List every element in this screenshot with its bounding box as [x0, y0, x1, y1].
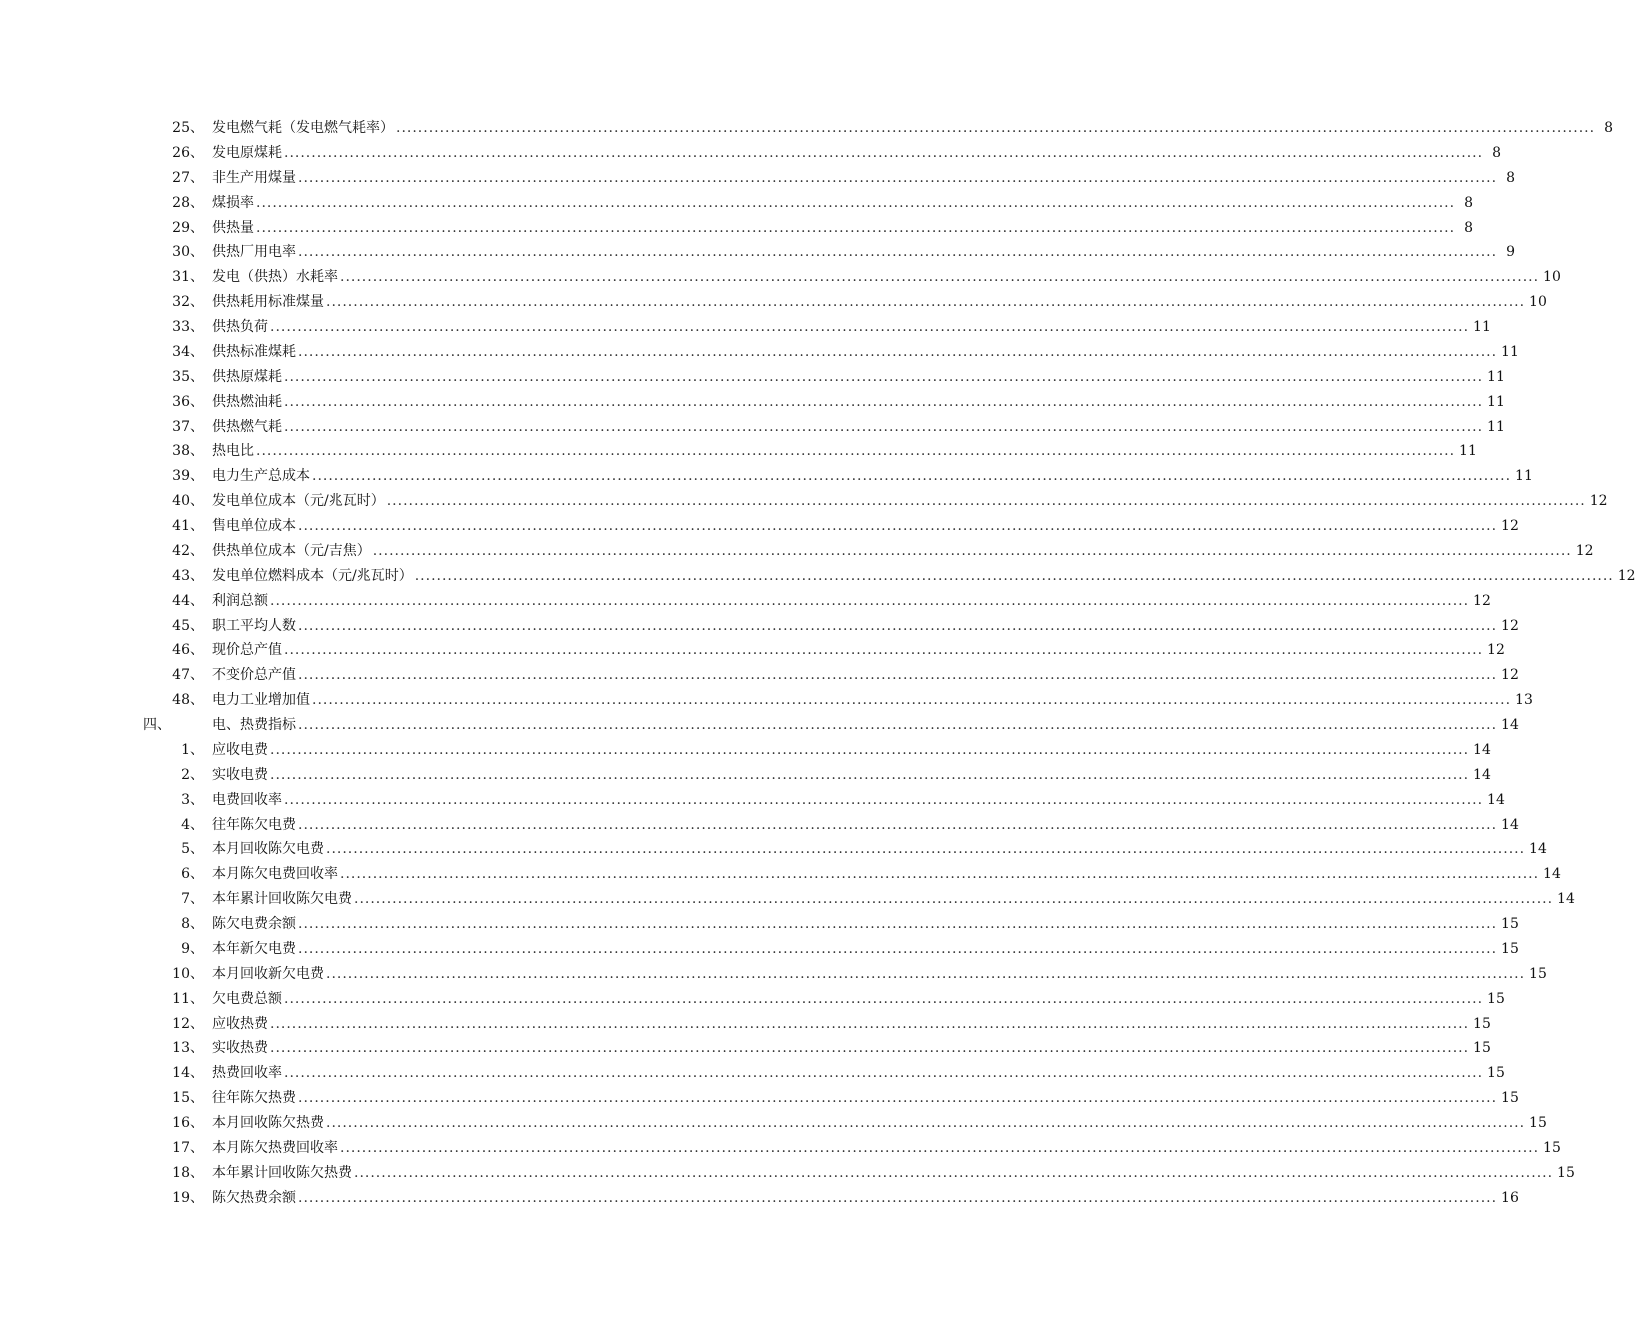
toc-entry-title: 发电原煤耗 — [212, 144, 282, 161]
toc-entry-page-number: 15 — [1501, 1090, 1519, 1107]
toc-dot-leader: ............................................................................................................................................................................................................................ — [256, 443, 1456, 460]
toc-entry-body — [212, 663, 1519, 688]
toc-dot-leader: ............................................................................................................................................................................................................................ — [354, 1164, 1554, 1181]
toc-entry-number: 47、 — [172, 667, 204, 684]
toc-entry-body — [212, 688, 1533, 713]
toc-entry-body — [212, 862, 1561, 887]
toc-entry-number: 46、 — [172, 642, 204, 659]
toc-entry-page-number: 12 — [1501, 518, 1519, 534]
toc-entry-title: 发电单位成本（元/兆瓦时） — [212, 493, 385, 510]
toc-entry[interactable] — [0, 1136, 1561, 1161]
toc-entry[interactable] — [0, 240, 1516, 265]
toc-dot-leader: ............................................................................................................................................................................................................................ — [340, 866, 1540, 883]
toc-entry-title: 本月回收陈欠电费 — [212, 841, 324, 858]
toc-dot-leader: ............................................................................................................................................................................................................................ — [298, 244, 1498, 261]
toc-entry-number: 9、 — [181, 940, 204, 957]
toc-entry-body — [212, 265, 1561, 290]
toc-entry-body — [212, 837, 1547, 862]
toc-entry[interactable] — [0, 837, 1547, 862]
toc-entry-page-number: 12 — [1589, 493, 1608, 510]
toc-entry-body — [212, 1161, 1575, 1186]
toc-entry-number: 30、 — [172, 244, 204, 261]
toc-entry[interactable] — [0, 216, 1474, 241]
toc-entry[interactable] — [0, 191, 1474, 216]
toc-entry-page-number: 15 — [1473, 1040, 1491, 1057]
toc-dot-leader: ............................................................................................................................................................................................................................ — [270, 1015, 1470, 1032]
toc-entry[interactable] — [0, 464, 1533, 489]
toc-entry-page-number: 11 — [1487, 368, 1505, 385]
toc-dot-leader: ............................................................................................................................................................................................................................ — [386, 493, 1586, 510]
toc-entry-body — [212, 539, 1594, 564]
toc-entry[interactable] — [0, 1186, 1519, 1211]
toc-entry-title: 本月陈欠电费回收率 — [212, 866, 338, 883]
toc-dot-leader: ............................................................................................................................................................................................................................ — [326, 965, 1526, 982]
toc-entry-number: 12、 — [172, 1015, 204, 1032]
toc-entry-page-number: 16 — [1501, 1189, 1519, 1206]
toc-entry-body — [212, 315, 1491, 340]
toc-entry-body — [212, 962, 1547, 987]
toc-entry[interactable] — [0, 1086, 1519, 1111]
toc-dot-leader: ............................................................................................................................................................................................................................ — [396, 120, 1596, 136]
toc-entry-title: 售电单位成本 — [212, 518, 296, 534]
toc-entry-page-number: 11 — [1459, 443, 1477, 460]
toc-entry-body — [212, 813, 1519, 838]
toc-entry-body — [212, 788, 1505, 813]
toc-entry-body — [212, 1111, 1547, 1136]
toc-dot-leader: ............................................................................................................................................................................................................................ — [270, 1040, 1470, 1057]
toc-entry-title: 供热负荷 — [212, 319, 268, 335]
toc-entry-number: 15、 — [172, 1090, 204, 1107]
toc-section-entry[interactable] — [0, 713, 1519, 738]
toc-entry-page-number: 11 — [1487, 393, 1505, 410]
toc-entry-number: 35、 — [172, 368, 204, 385]
toc-entry-title: 煤损率 — [212, 194, 254, 211]
toc-entry-body — [212, 464, 1533, 489]
toc-entry[interactable] — [0, 1161, 1575, 1186]
toc-entry-title: 供热燃油耗 — [212, 393, 282, 410]
toc-dot-leader: ............................................................................................................................................................................................................................ — [298, 617, 1498, 634]
toc-entry-page-number: 15 — [1487, 1065, 1505, 1082]
toc-dot-leader: ............................................................................................................................................................................................................................ — [298, 518, 1498, 534]
toc-entry-body — [212, 116, 1614, 141]
toc-entry-title: 供热标准煤耗 — [212, 343, 296, 360]
toc-entry[interactable] — [0, 265, 1561, 290]
toc-entry-page-number: 8 — [1492, 144, 1502, 161]
toc-entry-number: 17、 — [172, 1139, 204, 1156]
toc-entry-page-number: 12 — [1575, 542, 1594, 559]
toc-entry-number: 7、 — [181, 891, 204, 908]
toc-entry-page-number: 11 — [1515, 468, 1533, 485]
toc-entry-page-number: 14 — [1501, 717, 1519, 733]
toc-entry-number: 10、 — [172, 965, 204, 982]
toc-entry-body — [212, 638, 1505, 663]
toc-entry-number: 25、 — [172, 120, 204, 136]
toc-entry-number: 14、 — [172, 1065, 204, 1082]
toc-entry[interactable] — [0, 1111, 1547, 1136]
toc-dot-leader: ............................................................................................................................................................................................................................ — [326, 841, 1526, 858]
toc-entry[interactable] — [0, 290, 1547, 315]
toc-dot-leader: ............................................................................................................................................................................................................................ — [312, 468, 1512, 485]
toc-entry-title: 应收电费 — [212, 741, 268, 758]
toc-entry-page-number: 15 — [1543, 1139, 1561, 1156]
toc-entry-title: 本年新欠电费 — [212, 940, 296, 957]
toc-entry-body — [212, 514, 1519, 539]
toc-entry-title: 本月回收新欠电费 — [212, 965, 324, 982]
toc-entry-page-number: 11 — [1473, 319, 1491, 335]
toc-entry-title: 欠电费总额 — [212, 990, 282, 1007]
toc-dot-leader: ............................................................................................................................................................................................................................ — [284, 791, 1484, 808]
toc-entry-page-number: 15 — [1529, 965, 1547, 982]
toc-dot-leader: ............................................................................................................................................................................................................................ — [298, 717, 1498, 733]
toc-entry-number: 41、 — [172, 518, 204, 534]
toc-entry-body — [212, 763, 1491, 788]
toc-entry-body — [212, 614, 1519, 639]
toc-dot-leader: ............................................................................................................................................................................................................................ — [284, 144, 1484, 161]
toc-entry-number: 36、 — [172, 393, 204, 410]
toc-entry-title: 电力工业增加值 — [212, 692, 310, 709]
toc-entry[interactable] — [0, 688, 1533, 713]
toc-dot-leader: ............................................................................................................................................................................................................................ — [298, 1090, 1498, 1107]
toc-entry-number: 31、 — [172, 269, 204, 286]
toc-entry-title: 利润总额 — [212, 592, 268, 609]
toc-entry-page-number: 14 — [1529, 841, 1547, 858]
toc-entry-body — [212, 365, 1505, 390]
toc-entry[interactable] — [0, 887, 1575, 912]
toc-dot-leader: ............................................................................................................................................................................................................................ — [298, 1189, 1498, 1206]
toc-dot-leader: ............................................................................................................................................................................................................................ — [256, 219, 1456, 236]
toc-entry-page-number: 9 — [1506, 244, 1516, 261]
toc-entry-body — [212, 290, 1547, 315]
toc-entry-number: 四、 — [143, 717, 171, 733]
toc-entry-title: 供热燃气耗 — [212, 418, 282, 435]
toc-entry-number: 45、 — [172, 617, 204, 634]
toc-dot-leader: ............................................................................................................................................................................................................................ — [270, 319, 1470, 335]
toc-entry-body — [212, 240, 1516, 265]
toc-entry-page-number: 14 — [1473, 741, 1491, 758]
toc-dot-leader: ............................................................................................................................................................................................................................ — [270, 592, 1470, 609]
toc-entry-title: 发电单位燃料成本（元/兆瓦时） — [212, 567, 413, 584]
toc-entry[interactable] — [0, 1012, 1491, 1037]
toc-entry[interactable] — [0, 962, 1547, 987]
toc-entry-title: 热费回收率 — [212, 1065, 282, 1082]
toc-entry[interactable] — [0, 862, 1561, 887]
toc-entry-page-number: 12 — [1487, 642, 1505, 659]
toc-entry-body — [212, 1036, 1491, 1061]
toc-entry-body — [212, 439, 1477, 464]
toc-entry-page-number: 8 — [1604, 120, 1614, 136]
toc-entry-page-number: 15 — [1501, 940, 1519, 957]
toc-entry-number: 28、 — [172, 194, 204, 211]
toc-entry-body — [212, 1012, 1491, 1037]
toc-entry-page-number: 14 — [1557, 891, 1575, 908]
toc-entry-title: 供热原煤耗 — [212, 368, 282, 385]
toc-entry[interactable] — [0, 1061, 1505, 1086]
toc-entry[interactable] — [0, 564, 1636, 589]
toc-entry-body — [212, 564, 1636, 589]
toc-entry-title: 电、热费指标 — [212, 717, 296, 733]
toc-entry-number: 32、 — [172, 294, 204, 311]
table-of-contents — [0, 116, 1636, 1211]
toc-entry[interactable] — [0, 340, 1519, 365]
toc-entry-number: 6、 — [181, 866, 204, 883]
toc-entry[interactable] — [0, 390, 1505, 415]
toc-entry-title: 本年累计回收陈欠电费 — [212, 891, 352, 908]
toc-dot-leader: ............................................................................................................................................................................................................................ — [414, 567, 1614, 584]
toc-dot-leader: ............................................................................................................................................................................................................................ — [284, 990, 1484, 1007]
toc-entry-page-number: 15 — [1557, 1164, 1575, 1181]
toc-entry[interactable] — [0, 987, 1505, 1012]
toc-entry-body — [212, 912, 1519, 937]
toc-entry-title: 发电（供热）水耗率 — [212, 269, 338, 286]
toc-dot-leader: ............................................................................................................................................................................................................................ — [340, 1139, 1540, 1156]
toc-entry-title: 供热单位成本（元/吉焦） — [212, 542, 371, 559]
toc-entry-page-number: 10 — [1543, 269, 1561, 286]
toc-entry-number: 1、 — [181, 741, 204, 758]
toc-entry-number: 2、 — [181, 766, 204, 783]
toc-dot-leader: ............................................................................................................................................................................................................................ — [298, 916, 1498, 932]
toc-entry-number: 38、 — [172, 443, 204, 460]
toc-entry-body — [212, 1136, 1561, 1161]
toc-entry-title: 不变价总产值 — [212, 667, 296, 684]
toc-dot-leader: ............................................................................................................................................................................................................................ — [326, 294, 1526, 311]
toc-entry-number: 43、 — [172, 567, 204, 584]
toc-entry-number: 34、 — [172, 343, 204, 360]
toc-dot-leader: ............................................................................................................................................................................................................................ — [298, 343, 1498, 360]
toc-entry[interactable] — [0, 813, 1519, 838]
toc-entry[interactable] — [0, 912, 1519, 937]
toc-entry[interactable] — [0, 663, 1519, 688]
toc-entry-title: 往年陈欠电费 — [212, 816, 296, 833]
toc-dot-leader: ............................................................................................................................................................................................................................ — [340, 269, 1540, 286]
toc-entry-title: 往年陈欠热费 — [212, 1090, 296, 1107]
toc-entry-page-number: 15 — [1487, 990, 1505, 1007]
toc-entry-body — [212, 489, 1608, 514]
toc-entry-page-number: 10 — [1529, 294, 1547, 311]
toc-entry-page-number: 15 — [1473, 1015, 1491, 1032]
toc-entry-title: 陈欠热费余额 — [212, 1189, 296, 1206]
toc-entry-body — [212, 390, 1505, 415]
toc-entry[interactable] — [0, 589, 1491, 614]
toc-entry[interactable] — [0, 439, 1477, 464]
toc-dot-leader: ............................................................................................................................................................................................................................ — [298, 816, 1498, 833]
toc-dot-leader: ............................................................................................................................................................................................................................ — [298, 940, 1498, 957]
toc-entry-page-number: 14 — [1543, 866, 1561, 883]
toc-entry-page-number: 12 — [1501, 667, 1519, 684]
toc-dot-leader: ............................................................................................................................................................................................................................ — [354, 891, 1554, 908]
toc-entry-title: 发电燃气耗（发电燃气耗率） — [212, 120, 394, 136]
toc-dot-leader: ............................................................................................................................................................................................................................ — [298, 169, 1498, 186]
toc-entry[interactable] — [0, 365, 1505, 390]
toc-entry-title: 供热量 — [212, 219, 254, 236]
toc-entry-page-number: 8 — [1464, 219, 1474, 236]
toc-entry-body — [212, 340, 1519, 365]
toc-entry[interactable] — [0, 415, 1505, 440]
toc-entry-body — [212, 216, 1474, 241]
toc-entry-title: 实收电费 — [212, 766, 268, 783]
toc-entry-body — [212, 887, 1575, 912]
toc-dot-leader: ............................................................................................................................................................................................................................ — [284, 393, 1484, 410]
toc-entry-title: 供热耗用标准煤量 — [212, 294, 324, 311]
toc-dot-leader: ............................................................................................................................................................................................................................ — [284, 368, 1484, 385]
toc-entry-title: 本月陈欠热费回收率 — [212, 1139, 338, 1156]
toc-entry-body — [212, 166, 1516, 191]
toc-entry[interactable] — [0, 539, 1594, 564]
toc-entry-number: 26、 — [172, 144, 204, 161]
toc-entry-title: 职工平均人数 — [212, 617, 296, 634]
toc-entry[interactable] — [0, 763, 1491, 788]
toc-entry-title: 本年累计回收陈欠热费 — [212, 1164, 352, 1181]
toc-entry[interactable] — [0, 141, 1502, 166]
toc-dot-leader: ............................................................................................................................................................................................................................ — [372, 542, 1572, 559]
toc-entry-page-number: 15 — [1501, 916, 1519, 932]
toc-entry-title: 非生产用煤量 — [212, 169, 296, 186]
toc-entry[interactable] — [0, 489, 1608, 514]
toc-entry-number: 3、 — [181, 791, 204, 808]
toc-entry-number: 37、 — [172, 418, 204, 435]
toc-entry-title: 现价总产值 — [212, 642, 282, 659]
toc-entry[interactable] — [0, 514, 1519, 539]
toc-entry-body — [212, 713, 1519, 738]
toc-entry-number: 42、 — [172, 542, 204, 559]
toc-dot-leader: ............................................................................................................................................................................................................................ — [284, 418, 1484, 435]
toc-entry-page-number: 12 — [1501, 617, 1519, 634]
toc-entry-body — [212, 141, 1502, 166]
toc-entry[interactable] — [0, 614, 1519, 639]
toc-entry-body — [212, 1086, 1519, 1111]
toc-entry-number: 40、 — [172, 493, 204, 510]
toc-entry-page-number: 14 — [1501, 816, 1519, 833]
toc-entry-title: 应收热费 — [212, 1015, 268, 1032]
toc-entry-title: 供热厂用电率 — [212, 244, 296, 261]
toc-entry-number: 8、 — [181, 916, 204, 932]
toc-entry-page-number: 14 — [1487, 791, 1505, 808]
toc-dot-leader: ............................................................................................................................................................................................................................ — [256, 194, 1456, 211]
toc-entry-page-number: 8 — [1464, 194, 1474, 211]
toc-entry-number: 5、 — [181, 841, 204, 858]
toc-entry-number: 16、 — [172, 1115, 204, 1131]
toc-entry-body — [212, 738, 1491, 763]
toc-entry-number: 33、 — [172, 319, 204, 335]
toc-entry-title: 本月回收陈欠热费 — [212, 1115, 324, 1131]
toc-entry-page-number: 14 — [1473, 766, 1491, 783]
toc-entry-page-number: 8 — [1506, 169, 1516, 186]
toc-entry-body — [212, 589, 1491, 614]
toc-entry-number: 13、 — [172, 1040, 204, 1057]
toc-dot-leader: ............................................................................................................................................................................................................................ — [312, 692, 1512, 709]
toc-entry-title: 电费回收率 — [212, 791, 282, 808]
toc-dot-leader: ............................................................................................................................................................................................................................ — [298, 667, 1498, 684]
toc-entry-number: 48、 — [172, 692, 204, 709]
toc-entry-page-number: 12 — [1473, 592, 1491, 609]
toc-entry-number: 19、 — [172, 1189, 204, 1206]
toc-entry-page-number: 15 — [1529, 1115, 1547, 1131]
toc-entry-body — [212, 1186, 1519, 1211]
toc-entry-title: 电力生产总成本 — [212, 468, 310, 485]
toc-entry-title: 实收热费 — [212, 1040, 268, 1057]
toc-entry-body — [212, 191, 1474, 216]
toc-entry-number: 44、 — [172, 592, 204, 609]
toc-entry[interactable] — [0, 166, 1516, 191]
toc-dot-leader: ............................................................................................................................................................................................................................ — [284, 1065, 1484, 1082]
toc-entry-body — [212, 937, 1519, 962]
toc-entry-number: 11、 — [172, 990, 204, 1007]
toc-entry-title: 热电比 — [212, 443, 254, 460]
toc-entry[interactable] — [0, 937, 1519, 962]
toc-dot-leader: ............................................................................................................................................................................................................................ — [284, 642, 1484, 659]
toc-entry-number: 18、 — [172, 1164, 204, 1181]
toc-entry-body — [212, 415, 1505, 440]
toc-entry-body — [212, 1061, 1505, 1086]
toc-entry-page-number: 13 — [1515, 692, 1533, 709]
toc-entry[interactable] — [0, 1036, 1491, 1061]
toc-dot-leader: ............................................................................................................................................................................................................................ — [270, 766, 1470, 783]
toc-entry-page-number: 11 — [1501, 343, 1519, 360]
toc-entry[interactable] — [0, 116, 1614, 141]
toc-entry-title: 陈欠电费余额 — [212, 916, 296, 932]
toc-entry[interactable] — [0, 738, 1491, 763]
toc-entry-page-number: 11 — [1487, 418, 1505, 435]
toc-entry-number: 39、 — [172, 468, 204, 485]
toc-entry[interactable] — [0, 315, 1491, 340]
toc-dot-leader: ............................................................................................................................................................................................................................ — [326, 1115, 1526, 1131]
toc-entry[interactable] — [0, 638, 1505, 663]
toc-entry-body — [212, 987, 1505, 1012]
toc-entry-number: 27、 — [172, 169, 204, 186]
toc-entry-page-number: 12 — [1617, 567, 1636, 584]
toc-entry-number: 29、 — [172, 219, 204, 236]
toc-entry-number: 4、 — [181, 816, 204, 833]
toc-entry[interactable] — [0, 788, 1505, 813]
toc-dot-leader: ............................................................................................................................................................................................................................ — [270, 741, 1470, 758]
